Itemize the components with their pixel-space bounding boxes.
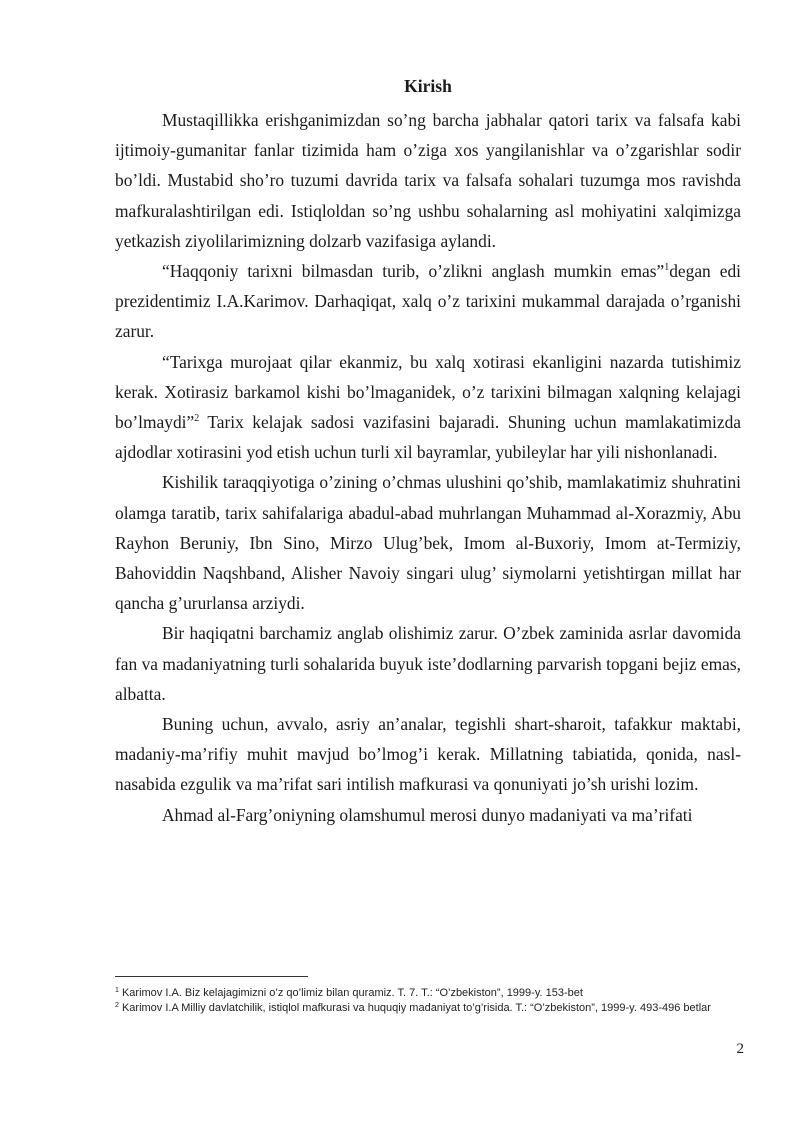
- footnotes: [115, 986, 743, 1016]
- paragraph-2-rest: degan edi prezidentimiz I.A.Karimov. Darhaqiqat, xalq o’z tarixini mukammal darajada o’rganishi zarur.: [115, 261, 741, 342]
- paragraph-2: [115, 256, 741, 347]
- document-title: Kirish: [404, 76, 452, 96]
- footnote-ref-2[interactable]: 2: [194, 413, 200, 425]
- paragraph-3-quote: “Tarixga murojaat qilar ekanmiz, bu xalq xotirasi ekanligini nazarda tutishimiz kerak. Xotirasiz barkamol kishi bo’lmaganidek, o’z tarixini bilmagan xalqning kelajagi bo’lmaydi”: [115, 351, 741, 433]
- footnote-mark-1: 1: [115, 987, 119, 994]
- paragraph-7: Ahmad al-Farg’oniyning olamshumul merosi dunyo madaniyati va ma’rifati: [162, 804, 693, 825]
- footnote-1: [115, 986, 743, 1001]
- paragraph-5: Bir haqiqatni barchamiz anglab olishimiz zarur. O’zbek zaminida asrlar davomida fan va madaniyatning turli sohalarida buyuk iste’dodlarning parvarish topgani bejiz emas, albatta.: [115, 623, 741, 704]
- footnote-2: [115, 1001, 743, 1016]
- paragraph-3: [115, 347, 741, 468]
- paragraph-1: Mustaqillikka erishganimizdan so’ng barcha jabhalar qatori tarix va falsafa kabi ijtimoiy-gumanitar fanlar tizimida ham o’ziga xos yangilanishlar va o’zgarishlar sodir bo’ldi. Mustabid sho’ro tuzumi davrida tarix va falsafa sohalari tuzumga mos ravishda mafkuralashtirilgan edi. Istiqloldan so’ng ushbu sohalarning asl mohiyatini xalqimizga yetkazish ziyolilarimizning dolzarb vazifasiga aylandi.: [115, 110, 741, 251]
- footnote-ref-1[interactable]: 1: [664, 262, 670, 274]
- document-body: [115, 105, 741, 830]
- paragraph-2-quote: “Haqqoniy tarixni bilmasdan turib, o’zlikni anglash mumkin emas”: [162, 261, 665, 282]
- footnote-separator: [115, 976, 308, 977]
- page-number: 2: [736, 1041, 744, 1057]
- footnote-1-text: Karimov I.A. Biz kelajagimizni o’z qo’limiz bilan quramiz. T. 7. T.: “O’zbekiston”, 1999-y. 153-bet: [118, 987, 583, 999]
- footnote-mark-2: 2: [115, 1002, 119, 1009]
- paragraph-6: Buning uchun, avvalo, asriy an’analar, tegishli shart-sharoit, tafakkur maktabi, madaniy-ma’rifiy muhit mavjud bo’lmog’i kerak. Millatning tabiatida, qonida, nasl-nasabida ezgulik va ma’rifat sari intilish mafkurasi va qonuniyati jo’sh urishi lozim.: [115, 714, 741, 795]
- footnote-2-text: Karimov I.A Milliy davlatchilik, istiqlol mafkurasi va huquqiy madaniyat to’g’risida. T.: “O’zbekiston”, 1999-y. 493-496 betlar: [118, 1002, 711, 1014]
- paragraph-4: Kishilik taraqqiyotiga o’zining o’chmas ulushini qo’shib, mamlakatimiz shuhratini olamga taratib, tarix sahifalariga abadul-abad muhrlangan Muhammad al-Xorazmiy, Abu Rayhon Beruniy, Ibn Sino, Mirzo Ulug’bek, Imom al-Buxoriy, Imom at-Termiziy, Bahoviddin Naqshband, Alisher Navoiy singari ulug’ siymolarni yetishtirgan millat har qancha g’ururlansa arziydi.: [115, 472, 741, 614]
- paragraph-3-rest: Tarix kelajak sadosi vazifasini bajaradi. Shuning uchun mamlakatimizda ajdodlar xotirasini yod etish uchun turli xil bayramlar, yubileylar har yili nishonlanadi.: [115, 412, 741, 463]
